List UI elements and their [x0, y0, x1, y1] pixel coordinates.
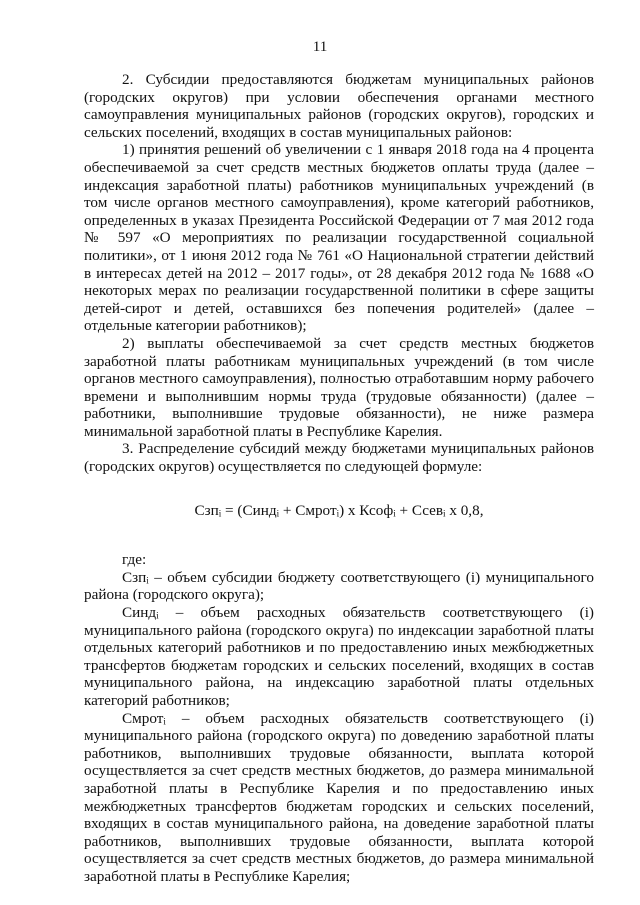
paragraph-condition-2: 2) выплаты обеспечиваемой за счет средств местных бюджетов заработной платы работникам муниципальных учреждений (в том числе органов местного самоуправления), полностью отработавшим норму рабочего времени и выполнившим нормы труда (трудовые обязанности) (далее – работники, выполнившие трудовые обязанности), не ниже размера минимальной заработной платы в Республике Карелия. — [84, 334, 594, 440]
paragraph-condition-1: 1) принятия решений об увеличении с 1 января 2018 года на 4 процента обеспечиваемой за счет средств местных бюджетов оплаты труда (далее – индексация заработной платы) работников муниципальных учреждений (в том числе органов местного самоуправления), кроме категорий работников, определенных в указах Президента Российской Федерации от 7 мая 2012 года № 597 «О мероприятиях по реализации государственной социальной политики», от 1 июня 2012 года № 761 «О Национальной стратегии действий в интересах детей на 2012 – 2017 годы», от 28 декабря 2012 года № 1688 «О некоторых мерах по реализации государственной политики в сфере защиты детей-сирот и детей, оставшихся без попечения родителей» (далее – отдельные категории работников); — [84, 141, 594, 335]
paragraph-distribution: 3. Распределение субсидий между бюджетами муниципальных районов (городских округов) осуществляется по следующей формуле: — [84, 440, 594, 476]
definition-sind: Синдᵢ – объем расходных обязательств соответствующего (i) муниципального района (городского округа) по индексации заработной платы отдельных категорий работников и по предоставлению иных межбюджетных трансфертов бюджетам городских и сельских поселений, входящих в состав муниципального района, на индексацию заработной платы отдельных категорий работников; — [84, 604, 594, 709]
distribution-formula: Сзпᵢ = (Синдᵢ + Смротᵢ) х Ксофᵢ + Ссевᵢ х 0,8, — [194, 501, 484, 519]
definition-szp: Сзпᵢ – объем субсидии бюджету соответствующего (i) муниципального района (городского округа); — [84, 568, 594, 604]
where-label: где: — [122, 551, 147, 569]
page-number: 11 — [312, 38, 328, 55]
document-body — [84, 71, 594, 886]
paragraph-subsidy-conditions: 2. Субсидии предоставляются бюджетам муниципальных районов (городских округов) при условии обеспечения органами местного самоуправления муниципальных районов (городских округов), городских и сельских поселений, входящих в состав муниципальных районов: — [84, 71, 594, 141]
definition-smrot: Смротᵢ – объем расходных обязательств соответствующего (i) муниципального района (городского округа) по доведению заработной платы работников, выполнивших трудовые обязанности, выплата которой осуществляется за счет средств местных бюджетов, до размера минимальной заработной платы в Республике Карелия и по предоставлению иных межбюджетных трансфертов бюджетам городских и сельских поселений, входящих в состав муниципального района, на доведение заработной платы работников, выполнивших трудовые обязанности, выплата которой осуществляется за счет средств местных бюджетов, до размера минимальной заработной платы в Республике Карелия; — [84, 709, 594, 885]
